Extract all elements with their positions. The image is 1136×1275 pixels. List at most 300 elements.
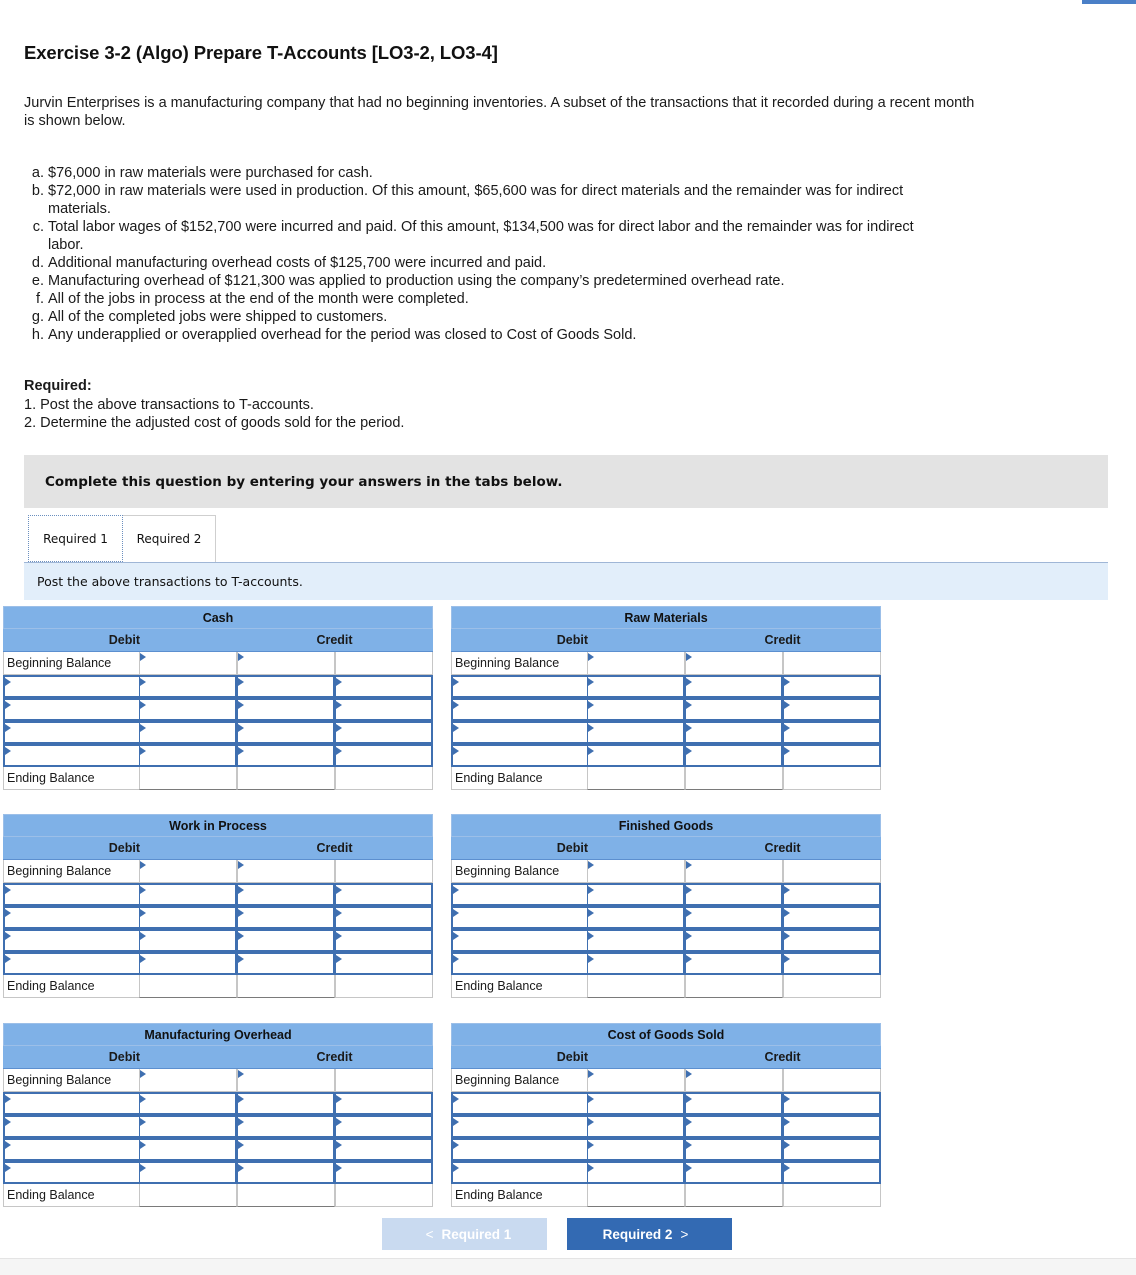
dropdown-marker-icon	[336, 701, 342, 709]
entry-debit-ref-select[interactable]	[451, 721, 587, 744]
dropdown-marker-icon	[453, 747, 459, 755]
dropdown-marker-icon	[784, 886, 790, 894]
entry-debit-amount-input[interactable]	[139, 1138, 237, 1161]
dropdown-marker-icon	[238, 1141, 244, 1149]
entry-debit-ref-select[interactable]	[3, 952, 139, 975]
dropdown-marker-icon	[686, 1164, 692, 1172]
entry-debit-ref-select[interactable]	[3, 906, 139, 929]
dropdown-marker-icon	[140, 678, 146, 686]
dropdown-marker-icon	[453, 1095, 459, 1103]
entry-row	[451, 698, 881, 721]
entry-debit-amount-input[interactable]	[587, 675, 685, 698]
entry-credit-ref-select[interactable]	[237, 1115, 335, 1138]
transaction-text: All of the jobs in process at the end of the month were completed.	[48, 291, 469, 307]
dropdown-marker-icon	[453, 724, 459, 732]
dropdown-marker-icon	[686, 886, 692, 894]
entry-debit-ref-select[interactable]	[3, 721, 139, 744]
list-item	[24, 182, 928, 218]
dropdown-marker-icon	[5, 1141, 11, 1149]
entry-credit-amount-input[interactable]	[335, 1092, 433, 1115]
beginning-balance-row	[3, 1069, 433, 1092]
entry-debit-ref-select[interactable]	[451, 1092, 587, 1115]
dropdown-marker-icon	[336, 932, 342, 940]
dropdown-marker-icon	[453, 1118, 459, 1126]
transaction-text: Manufacturing overhead of $121,300 was applied to production using the company’s predetermined overhead rate.	[48, 273, 785, 289]
entry-credit-amount-input[interactable]	[335, 929, 433, 952]
entry-credit-ref-select[interactable]	[685, 1138, 783, 1161]
dropdown-marker-icon	[5, 955, 11, 963]
entry-credit-ref-select[interactable]	[685, 698, 783, 721]
entry-row	[3, 929, 433, 952]
entry-debit-amount-input[interactable]	[587, 721, 685, 744]
entry-debit-amount-input[interactable]	[587, 1115, 685, 1138]
dropdown-marker-icon	[784, 909, 790, 917]
entry-credit-ref-select[interactable]	[685, 929, 783, 952]
transaction-text: Total labor wages of $152,700 were incurred and paid. Of this amount, $134,500 was for direct labor and the remainder was for indirect labor.	[48, 219, 914, 253]
entry-debit-amount-input[interactable]	[587, 744, 685, 767]
entry-debit-amount-input[interactable]	[139, 744, 237, 767]
ending-balance-row	[3, 975, 433, 998]
ending-balance-row	[3, 767, 433, 790]
debit-credit-header	[451, 1046, 881, 1069]
entry-credit-ref-select[interactable]	[237, 1161, 335, 1184]
ending-balance-label: Ending Balance	[451, 975, 587, 998]
entry-debit-amount-input[interactable]	[587, 1138, 685, 1161]
ending-balance-debit-input[interactable]	[587, 767, 685, 790]
dropdown-marker-icon	[588, 886, 594, 894]
credit-header: Credit	[316, 633, 353, 647]
dropdown-marker-icon	[588, 932, 594, 940]
ending-balance-debit-input[interactable]	[139, 1184, 237, 1207]
required-item: 2. Determine the adjusted cost of goods sold for the period.	[24, 415, 405, 431]
entry-credit-amount-input[interactable]	[783, 675, 881, 698]
problem-intro: Jurvin Enterprises is a manufacturing company that had no beginning inventories. A subset of the transactions that it recorded during a recent month is shown below.	[24, 95, 975, 129]
ending-balance-debit-input[interactable]	[587, 975, 685, 998]
entry-credit-ref-select[interactable]	[685, 1161, 783, 1184]
beginning-balance-credit-ref-select[interactable]	[237, 652, 335, 675]
list-item	[24, 272, 928, 290]
dropdown-marker-icon	[588, 1070, 594, 1078]
entry-debit-amount-input[interactable]	[587, 1161, 685, 1184]
entry-debit-amount-input[interactable]	[587, 929, 685, 952]
ending-balance-label: Ending Balance	[451, 767, 587, 790]
dropdown-marker-icon	[5, 747, 11, 755]
t-account-title: Cash	[3, 606, 433, 629]
entry-credit-ref-select[interactable]	[685, 906, 783, 929]
t-account-cost-of-goods-sold	[451, 1023, 881, 1207]
ending-balance-credit-input[interactable]	[237, 767, 335, 790]
dropdown-marker-icon	[140, 1141, 146, 1149]
next-button-label: Required 2	[602, 1226, 673, 1242]
entry-credit-amount-input[interactable]	[783, 1138, 881, 1161]
entry-debit-ref-select[interactable]	[3, 883, 139, 906]
dropdown-marker-icon	[336, 1141, 342, 1149]
debit-credit-header	[451, 629, 881, 652]
beginning-balance-credit-input[interactable]	[783, 860, 881, 883]
entry-credit-ref-select[interactable]	[237, 883, 335, 906]
dropdown-marker-icon	[784, 1095, 790, 1103]
dropdown-marker-icon	[588, 1164, 594, 1172]
beginning-balance-debit-input[interactable]	[139, 1069, 237, 1092]
credit-header: Credit	[316, 1050, 353, 1064]
ending-balance-row	[451, 975, 881, 998]
dropdown-marker-icon	[238, 932, 244, 940]
tab-required-2[interactable]: Required 2	[123, 515, 216, 562]
dropdown-marker-icon	[784, 747, 790, 755]
debit-header: Debit	[108, 1050, 140, 1064]
entry-debit-ref-select[interactable]	[451, 906, 587, 929]
dropdown-marker-icon	[453, 1164, 459, 1172]
entry-debit-ref-select[interactable]	[3, 1138, 139, 1161]
entry-row	[451, 1092, 881, 1115]
entry-credit-ref-select[interactable]	[237, 721, 335, 744]
entry-credit-ref-select[interactable]	[685, 675, 783, 698]
entry-row	[3, 1161, 433, 1184]
entry-credit-amount-input[interactable]	[783, 1161, 881, 1184]
entry-row	[451, 952, 881, 975]
entry-credit-amount-input[interactable]	[335, 1161, 433, 1184]
dropdown-marker-icon	[453, 909, 459, 917]
tab-required-1[interactable]: Required 1	[28, 515, 123, 562]
debit-credit-header	[3, 837, 433, 860]
entry-debit-ref-select[interactable]	[451, 1138, 587, 1161]
dropdown-marker-icon	[5, 909, 11, 917]
entry-credit-amount-input[interactable]	[335, 675, 433, 698]
entry-debit-ref-select[interactable]	[451, 675, 587, 698]
dropdown-marker-icon	[5, 1164, 11, 1172]
list-item	[24, 218, 928, 254]
entry-debit-amount-input[interactable]	[139, 675, 237, 698]
dropdown-marker-icon	[238, 861, 244, 869]
dropdown-marker-icon	[784, 724, 790, 732]
entry-credit-ref-select[interactable]	[237, 675, 335, 698]
dropdown-marker-icon	[686, 1118, 692, 1126]
ending-balance-spacer	[335, 1184, 433, 1207]
dropdown-marker-icon	[686, 1095, 692, 1103]
entry-debit-amount-input[interactable]	[139, 698, 237, 721]
dropdown-marker-icon	[238, 678, 244, 686]
entry-credit-amount-input[interactable]	[783, 1092, 881, 1115]
entry-credit-amount-input[interactable]	[783, 952, 881, 975]
dropdown-marker-icon	[140, 886, 146, 894]
dropdown-marker-icon	[5, 932, 11, 940]
ending-balance-credit-input[interactable]	[237, 1184, 335, 1207]
beginning-balance-credit-input[interactable]	[783, 652, 881, 675]
dropdown-marker-icon	[140, 1095, 146, 1103]
entry-debit-amount-input[interactable]	[587, 883, 685, 906]
entry-credit-ref-select[interactable]	[685, 721, 783, 744]
required-heading: Required:	[24, 378, 92, 394]
dropdown-marker-icon	[336, 909, 342, 917]
entry-credit-ref-select[interactable]	[685, 952, 783, 975]
entry-debit-ref-select[interactable]	[3, 675, 139, 698]
entry-credit-amount-input[interactable]	[335, 744, 433, 767]
entry-debit-amount-input[interactable]	[139, 883, 237, 906]
transaction-letter: b.	[31, 183, 44, 199]
transaction-letter: f.	[35, 291, 44, 307]
entry-row	[3, 698, 433, 721]
list-item	[24, 290, 928, 308]
dropdown-marker-icon	[588, 1118, 594, 1126]
dropdown-marker-icon	[453, 701, 459, 709]
entry-credit-amount-input[interactable]	[783, 906, 881, 929]
entry-credit-ref-select[interactable]	[685, 1092, 783, 1115]
entry-debit-ref-select[interactable]	[3, 1161, 139, 1184]
ending-balance-credit-input[interactable]	[685, 975, 783, 998]
t-account-title: Finished Goods	[451, 814, 881, 837]
ending-balance-credit-input[interactable]	[237, 975, 335, 998]
entry-debit-ref-select[interactable]	[451, 1115, 587, 1138]
beginning-balance-row	[451, 860, 881, 883]
dropdown-marker-icon	[588, 747, 594, 755]
transaction-text: Any underapplied or overapplied overhead for the period was closed to Cost of Goods Sold.	[48, 327, 637, 343]
debit-header: Debit	[108, 841, 140, 855]
dropdown-marker-icon	[238, 1164, 244, 1172]
credit-header: Credit	[764, 633, 801, 647]
dropdown-marker-icon	[140, 653, 146, 661]
beginning-balance-debit-input[interactable]	[587, 1069, 685, 1092]
ending-balance-spacer	[783, 975, 881, 998]
t-account-cash	[3, 606, 433, 790]
entry-row	[451, 744, 881, 767]
credit-header: Credit	[764, 1050, 801, 1064]
beginning-balance-label: Beginning Balance	[3, 652, 139, 675]
entry-debit-ref-select[interactable]	[3, 744, 139, 767]
t-account-title: Raw Materials	[451, 606, 881, 629]
ending-balance-row	[451, 1184, 881, 1207]
entry-credit-amount-input[interactable]	[335, 721, 433, 744]
dropdown-marker-icon	[140, 909, 146, 917]
ending-balance-debit-input[interactable]	[139, 975, 237, 998]
ending-balance-label: Ending Balance	[3, 767, 139, 790]
t-account-finished-goods	[451, 814, 881, 998]
entry-credit-amount-input[interactable]	[783, 744, 881, 767]
entry-credit-amount-input[interactable]	[335, 1138, 433, 1161]
dropdown-marker-icon	[238, 701, 244, 709]
entry-credit-ref-select[interactable]	[685, 883, 783, 906]
entry-credit-amount-input[interactable]	[783, 883, 881, 906]
next-required-2-button[interactable]	[567, 1218, 732, 1250]
entry-debit-amount-input[interactable]	[139, 1161, 237, 1184]
entry-debit-amount-input[interactable]	[587, 1092, 685, 1115]
dropdown-marker-icon	[238, 1118, 244, 1126]
beginning-balance-credit-ref-select[interactable]	[237, 860, 335, 883]
entry-debit-ref-select[interactable]	[451, 952, 587, 975]
panel-prompt-bar	[24, 563, 1108, 600]
dropdown-marker-icon	[453, 886, 459, 894]
entry-credit-amount-input[interactable]	[783, 1115, 881, 1138]
entry-debit-amount-input[interactable]	[139, 721, 237, 744]
ending-balance-credit-input[interactable]	[685, 1184, 783, 1207]
ending-balance-label: Ending Balance	[451, 1184, 587, 1207]
dropdown-marker-icon	[453, 932, 459, 940]
beginning-balance-row	[3, 652, 433, 675]
entry-credit-amount-input[interactable]	[335, 698, 433, 721]
dropdown-marker-icon	[336, 724, 342, 732]
entry-debit-amount-input[interactable]	[139, 1115, 237, 1138]
entry-debit-amount-input[interactable]	[139, 952, 237, 975]
transaction-letter: d.	[31, 255, 44, 271]
beginning-balance-row	[451, 1069, 881, 1092]
beginning-balance-label: Beginning Balance	[451, 652, 587, 675]
dropdown-marker-icon	[336, 747, 342, 755]
list-item	[24, 164, 928, 182]
dropdown-marker-icon	[588, 724, 594, 732]
dropdown-marker-icon	[140, 1070, 146, 1078]
prev-required-1-button[interactable]	[382, 1218, 547, 1250]
debit-credit-header	[3, 1046, 433, 1069]
ending-balance-spacer	[335, 975, 433, 998]
dropdown-marker-icon	[336, 1164, 342, 1172]
entry-credit-amount-input[interactable]	[783, 698, 881, 721]
entry-credit-ref-select[interactable]	[237, 906, 335, 929]
ending-balance-label: Ending Balance	[3, 975, 139, 998]
dropdown-marker-icon	[588, 701, 594, 709]
dropdown-marker-icon	[238, 1095, 244, 1103]
dropdown-marker-icon	[140, 932, 146, 940]
dropdown-marker-icon	[588, 1141, 594, 1149]
transaction-text: $76,000 in raw materials were purchased for cash.	[48, 165, 373, 181]
dropdown-marker-icon	[453, 955, 459, 963]
beginning-balance-label: Beginning Balance	[451, 860, 587, 883]
entry-credit-ref-select[interactable]	[685, 1115, 783, 1138]
debit-header: Debit	[108, 633, 140, 647]
entry-debit-ref-select[interactable]	[451, 929, 587, 952]
list-item	[24, 326, 928, 344]
ending-balance-credit-input[interactable]	[685, 767, 783, 790]
debit-header: Debit	[556, 1050, 588, 1064]
dropdown-marker-icon	[784, 932, 790, 940]
entry-credit-ref-select[interactable]	[237, 1092, 335, 1115]
ending-balance-row	[3, 1184, 433, 1207]
dropdown-marker-icon	[784, 1141, 790, 1149]
instruction-bar	[24, 455, 1108, 508]
beginning-balance-credit-ref-select[interactable]	[685, 860, 783, 883]
t-account-work-in-process	[3, 814, 433, 998]
required-item: 1. Post the above transactions to T-accounts.	[24, 397, 314, 413]
entry-credit-ref-select[interactable]	[237, 1138, 335, 1161]
dropdown-marker-icon	[784, 1164, 790, 1172]
credit-header: Credit	[316, 841, 353, 855]
beginning-balance-credit-input[interactable]	[335, 860, 433, 883]
entry-row	[3, 1138, 433, 1161]
dropdown-marker-icon	[5, 886, 11, 894]
entry-row	[451, 1115, 881, 1138]
ending-balance-debit-input[interactable]	[587, 1184, 685, 1207]
beginning-balance-label: Beginning Balance	[3, 1069, 139, 1092]
entry-row	[3, 744, 433, 767]
credit-header: Credit	[764, 841, 801, 855]
entry-credit-ref-select[interactable]	[685, 744, 783, 767]
entry-credit-ref-select[interactable]	[237, 744, 335, 767]
entry-credit-ref-select[interactable]	[237, 929, 335, 952]
entry-debit-ref-select[interactable]	[3, 929, 139, 952]
entry-credit-amount-input[interactable]	[783, 721, 881, 744]
dropdown-marker-icon	[336, 1095, 342, 1103]
beginning-balance-debit-input[interactable]	[587, 860, 685, 883]
entry-credit-amount-input[interactable]	[783, 929, 881, 952]
beginning-balance-debit-input[interactable]	[139, 652, 237, 675]
ending-balance-debit-input[interactable]	[139, 767, 237, 790]
transaction-letter: c.	[32, 219, 44, 235]
entry-credit-amount-input[interactable]	[335, 883, 433, 906]
ending-balance-spacer	[335, 767, 433, 790]
prev-button-label: Required 1	[441, 1226, 512, 1242]
dropdown-marker-icon	[5, 1118, 11, 1126]
beginning-balance-credit-input[interactable]	[783, 1069, 881, 1092]
dropdown-marker-icon	[140, 1164, 146, 1172]
dropdown-marker-icon	[686, 678, 692, 686]
entry-debit-amount-input[interactable]	[587, 698, 685, 721]
t-account-raw-materials	[451, 606, 881, 790]
entry-credit-amount-input[interactable]	[335, 1115, 433, 1138]
dropdown-marker-icon	[5, 1095, 11, 1103]
dropdown-marker-icon	[140, 724, 146, 732]
entry-debit-amount-input[interactable]	[587, 952, 685, 975]
dropdown-marker-icon	[686, 861, 692, 869]
entry-debit-ref-select[interactable]	[451, 744, 587, 767]
entry-debit-amount-input[interactable]	[139, 906, 237, 929]
transaction-text: All of the completed jobs were shipped to customers.	[48, 309, 388, 325]
entry-row	[451, 883, 881, 906]
footer-strip	[0, 1258, 1136, 1275]
dropdown-marker-icon	[238, 724, 244, 732]
transaction-letter: e.	[31, 273, 44, 289]
dropdown-marker-icon	[336, 1118, 342, 1126]
dropdown-marker-icon	[453, 678, 459, 686]
dropdown-marker-icon	[336, 678, 342, 686]
beginning-balance-debit-input[interactable]	[139, 860, 237, 883]
entry-credit-amount-input[interactable]	[335, 906, 433, 929]
beginning-balance-credit-ref-select[interactable]	[685, 652, 783, 675]
entry-credit-ref-select[interactable]	[237, 698, 335, 721]
entry-debit-ref-select[interactable]	[3, 1092, 139, 1115]
entry-row	[451, 721, 881, 744]
dropdown-marker-icon	[238, 886, 244, 894]
beginning-balance-credit-input[interactable]	[335, 1069, 433, 1092]
dropdown-marker-icon	[588, 909, 594, 917]
entry-row	[3, 721, 433, 744]
dropdown-marker-icon	[238, 955, 244, 963]
dropdown-marker-icon	[588, 1095, 594, 1103]
beginning-balance-credit-ref-select[interactable]	[237, 1069, 335, 1092]
beginning-balance-credit-input[interactable]	[335, 652, 433, 675]
entry-debit-ref-select[interactable]	[451, 1161, 587, 1184]
dropdown-marker-icon	[238, 653, 244, 661]
entry-debit-ref-select[interactable]	[3, 698, 139, 721]
dropdown-marker-icon	[140, 701, 146, 709]
entry-debit-amount-input[interactable]	[587, 906, 685, 929]
transaction-list	[24, 164, 928, 344]
entry-debit-amount-input[interactable]	[139, 929, 237, 952]
entry-debit-ref-select[interactable]	[3, 1115, 139, 1138]
beginning-balance-debit-input[interactable]	[587, 652, 685, 675]
transaction-text: $72,000 in raw materials were used in production. Of this amount, $65,600 was for direct materials and the remainder was for indirect materials.	[48, 183, 904, 217]
entry-credit-amount-input[interactable]	[335, 952, 433, 975]
beginning-balance-row	[451, 652, 881, 675]
dropdown-marker-icon	[140, 747, 146, 755]
dropdown-marker-icon	[686, 909, 692, 917]
required-list	[24, 396, 404, 432]
beginning-balance-credit-ref-select[interactable]	[685, 1069, 783, 1092]
list-item	[24, 254, 928, 272]
dropdown-marker-icon	[686, 932, 692, 940]
entry-debit-ref-select[interactable]	[451, 698, 587, 721]
entry-credit-ref-select[interactable]	[237, 952, 335, 975]
entry-debit-ref-select[interactable]	[451, 883, 587, 906]
entry-debit-amount-input[interactable]	[139, 1092, 237, 1115]
beginning-balance-label: Beginning Balance	[451, 1069, 587, 1092]
